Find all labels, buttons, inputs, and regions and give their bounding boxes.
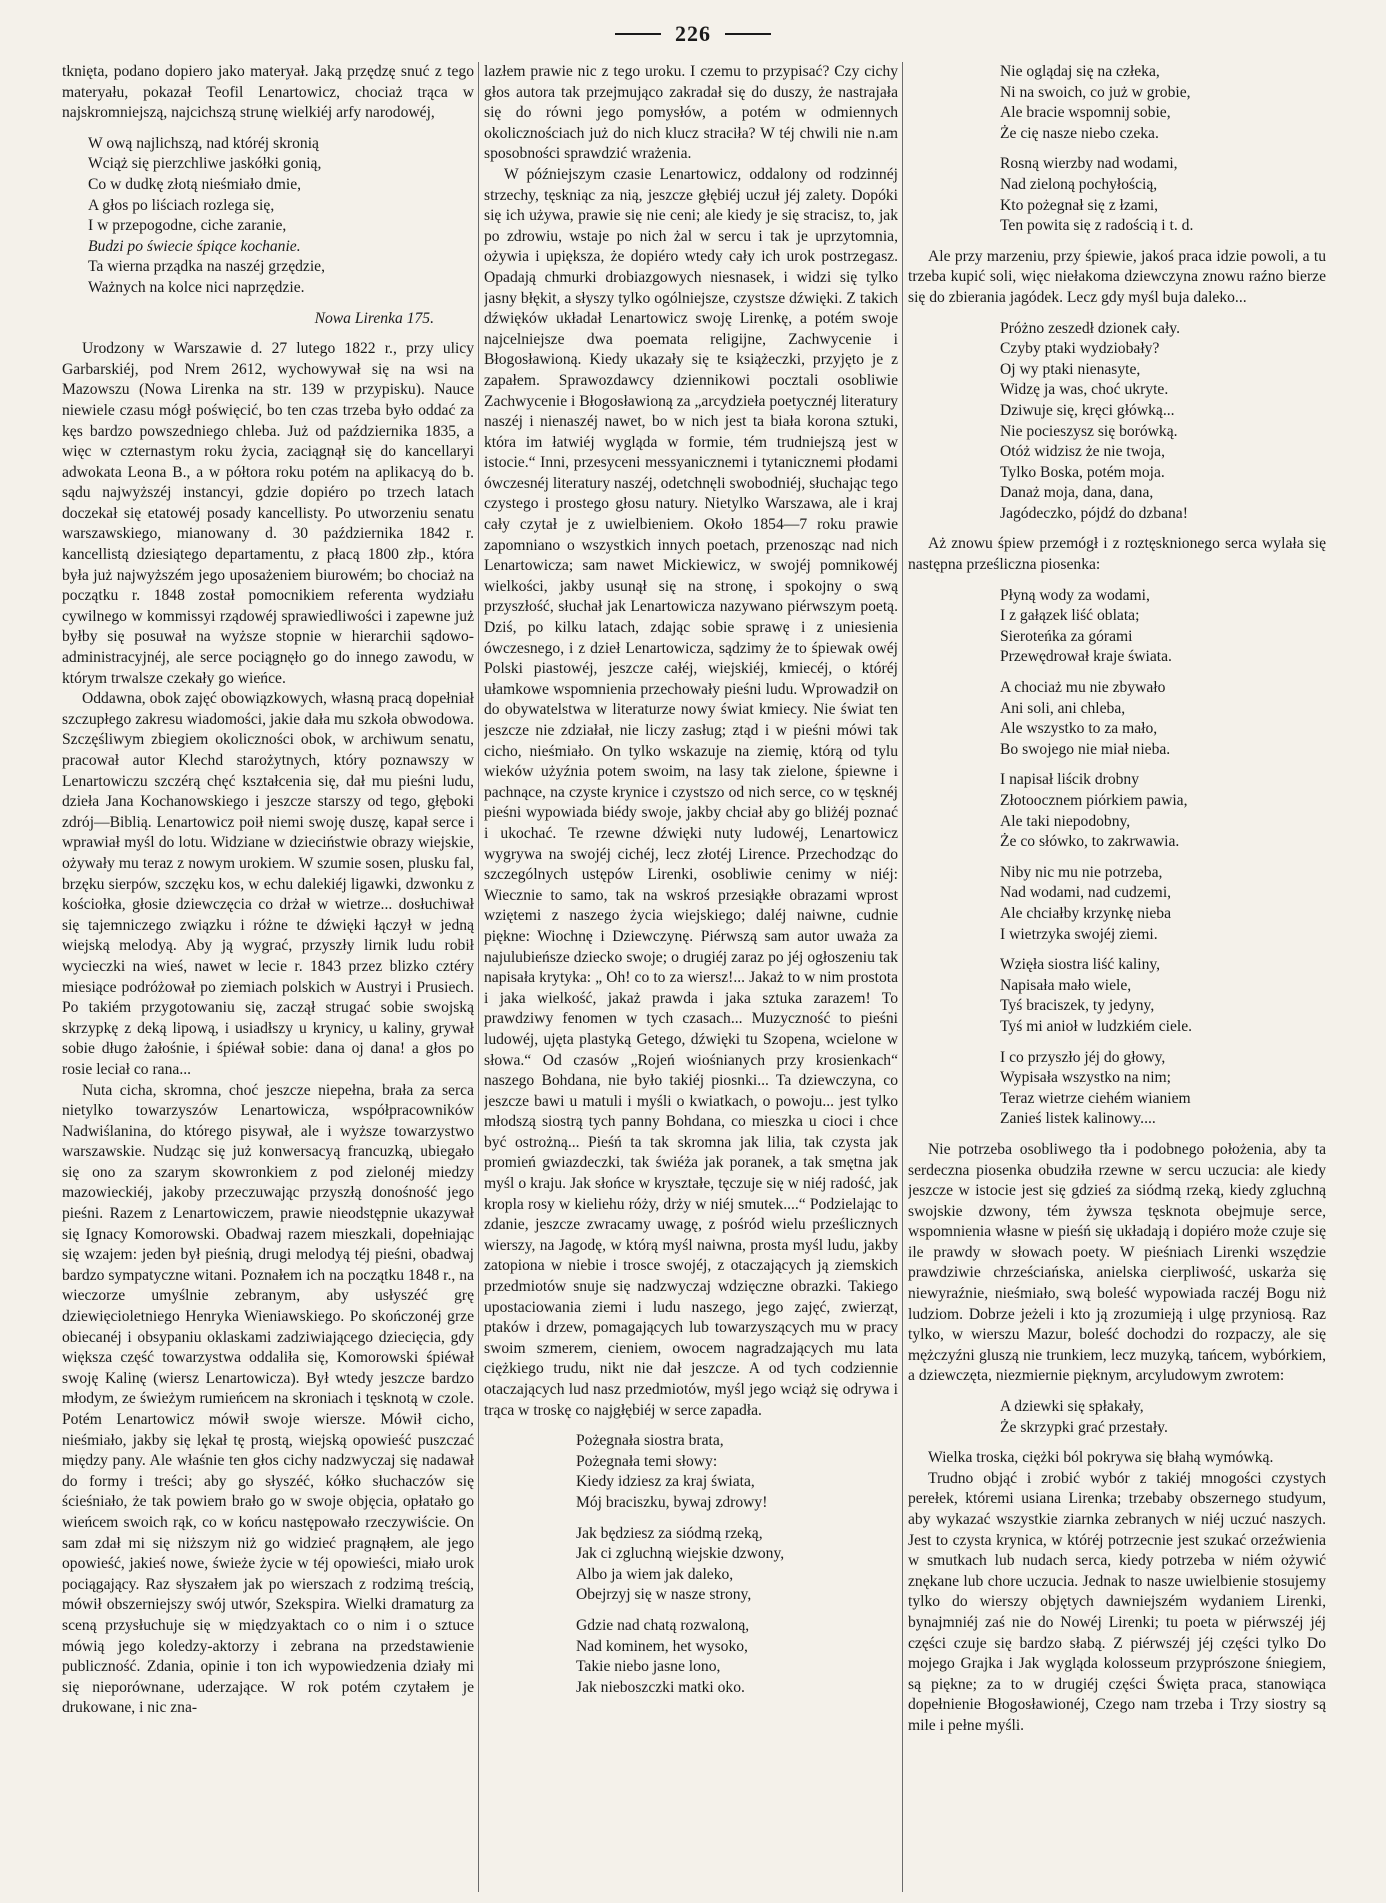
verse-line: Ważnych na kolce nici naprzędzie. (88, 278, 305, 296)
verse-block (908, 586, 1326, 1130)
verse-line: A chociaż mu nie zbywało (1000, 679, 1166, 697)
paragraph: Trudno objąć i zrobić wybór z takiéj mnogości czystych perełek, któremi usiana Lirenka; trzebaby obszernego studyum, aby wykazać wszystkie ziarnka zebranych w niéj uczuć naszych. Jest to czysta krynica, w któréj potrzecnie jest szukać orzeźwienia w smutkach lub nudach serca, kiedy potrzeba w niém ożywić znękane lub chore uczucia. Jednak to nasze uwielbienie stosujemy tylko do wierszy objętych dawniejszém wydaniem Lirenki, bynajmniéj zaś nie do Nowéj Lirenki; tu poeta w piérwszéj jéj części czuje się bardzo słabą. Z piérwszéj jéj części tylko Do mojego Grajka i Jak wygląda kolosseum przyprószone śniegiem, są piękne; za to w drugiéj części Święta praca, stanowiąca dopełnienie Błogosławionéj, Czego nam trzeba i Trzy siostry są mile i pełne myśli. (908, 1469, 1326, 1734)
verse-line: Ni na swoich, co już w grobie, (1000, 83, 1191, 101)
header-rule-right (725, 33, 771, 35)
verse-line: Tyś braciszek, ty jedyny, (1000, 997, 1155, 1015)
verse-line: Czyby ptaki wydziobały? (1000, 340, 1160, 358)
verse-line: Mój braciszku, bywaj zdrowy! (576, 1493, 768, 1511)
verse-line: Płyną wody za wodami, (1000, 586, 1150, 604)
verse-line: Ale wszystko to za mało, (1000, 720, 1158, 738)
verse-line: Kiedy idziesz za kraj świata, (576, 1473, 755, 1491)
verse-line: Kto pożegnał się z łzami, (1000, 196, 1159, 214)
page-header (0, 18, 1386, 50)
page-number: 226 (675, 21, 711, 46)
verse-line: Rosną wierzby nad wodami, (1000, 155, 1178, 173)
paragraph: Nuta cicha, skromna, choć jeszcze niepełna, brała za serca nietylko towarzyszów Lenartowicza, współpracowników Nadwiślanina, do którego pisywał, ale i wyższe towarzystwo warszawskie. Nudząc się już konwersacyą francuzką, ubiegało się ono za szarym skowronkiem z pod zielonéj miedzy mazowieckiéj, jakoby przeczuwając przyszłą donośność jego pieśni. Razem z Lenartowiczem, prawie nieodstępnie ukazywał się Ignacy Komorowski. Obadwaj razem mieszkali, dopełniając się wzajem: jeden był pieśnią, drugi melodyą téj pieśni, obadwaj bardzo sympatyczne witani. Poznałem ich na początku 1848 r., na wieczorze umyślnie zebranym, aby usłyszéć grę dziewięcioletniego Henryka Wieniawskiego. Po skończonéj grze obiecanéj i obsypaniu oklaskami zadziwiającego dziecięcia, gdy większa część towarzystwa oddaliła się, Komorowski śpiéwał swoję Kalinę (wiersz Lenartowicza). Był wtedy jeszcze bardzo młodym, ze świeżym rumieńcem na skroniach i tęsknotą w czole. Potém Lenartowicz mówił swoje wiersze. Mówił cicho, nieśmiało, jakby się lękał tę prostą, wiejską opowieść puszczać między pany. Ale właśnie ten głos cichy nadzwyczaj się nadawał do formy i treści; aby go słyszéć, kółko słuchaczów się ścieśniało, że tak powiem brało go w swoje objęcia, opłatało go wieńcem swoich rąk, co w końcu następowało rzeczywiście. On sam zdał mi się niższym niż go widzieć pragnąłem, ale jego opowieść, jakieś nowe, świeże życie w téj opowieści, miało urok pociągający. Raz słyszałem jak po wierszach z rodzimą treścią, mówił obszerniejszy swój utwór, Szekspira. Wielki dramaturg za sceną przysłuchuje się w międzyaktach co o nim i o sztuce mówią jego koledzy-aktorzy i zebrana na przedstawienie publiczność. Zdania, opinie i ton ich wypowiedzenia działy mi się nieporównane, uderzające. W rok potém czytałem je drukowane, i nic zna- (62, 1081, 474, 1717)
stanza (1000, 62, 1326, 144)
verse-line: Albo ja wiem jak daleko, (576, 1565, 734, 1583)
verse-line: Otóż widzisz że nie twoja, (1000, 443, 1165, 461)
verse-line: Próżno zeszedł dzionek cały. (1000, 319, 1180, 337)
stanza (1000, 1397, 1326, 1438)
paragraph: Oddawna, obok zajęć obowiązkowych, własną pracą dopełniał szczupłego zakresu wiadomości, jakie dała mu szkoła obwodowa. Szczęśliwym zbiegiem okoliczności obok, w archiwum senatu, pracował autor Klechd starożytnych, który poznawszy w Lenartowiczu szczérą chęć kształcenia się, dał mu pieśni ludu, dzieła Jana Kochanowskiego i jeszcze starszy od tego, głęboki zdrój—Biblią. Lenartowicz poił niemi swoję duszę, kapał serce i wprawiał myśl do lotu. Widziane w dzieciństwie obrazy wiejskie, ożywały mu teraz z nowym urokiem. W szumie sosen, plusku fal, brzęku sierpów, szczęku kos, w echu dalekiéj ligawki, dzwonku z kościołka, głosie dziewczęcia co drżał w wietrze... dosłuchiwał się tajemniczego związku i różne te dźwięki łączył w jedną wiejską melodyą. Aby ją wygrać, przyszły lirnik ludu robił wycieczki na wieś, nawet w lecie r. 1843 przez blizko cztéry miesiące podróżował po ziemiach polskich w Austryi i Prusiech. Po takiém przygotowaniu się, zaczął strugać sobie swojską skrzypkę z deką lipową, i usiadłszy u krynicy, u kaliny, grywał sobie długo żałośnie, i śpiéwał sobie: dana oj dana! a głos po rosie leciał co rana... (62, 690, 474, 1078)
paragraph: lazłem prawie nic z tego uroku. I czemu to przypisać? Czy cichy głos autora tak przejmująco zakradał się do duszy, że nastrajała się do równi jego pomysłów, a potém w odmiennych okolicznościach już do nich klucz straciła? W téj chwili nie n.am sposobności sprawdzić wrażenia. (484, 63, 898, 163)
verse-line: Dziwuje się, kręci główką... (1000, 401, 1175, 419)
verse-line: Danaż moja, dana, dana, (1000, 484, 1154, 502)
paragraph: W późniejszym czasie Lenartowicz, oddalony od rodzinnéj strzechy, tęskniąc za nią, jeszcze głębiéj uczuł jéj zalety. Dopóki się ich używa, prawie się nie ceni; ale kiedy je się stracisz, to, jak po zdrowiu, wstaje po nich żal w sercu i tak je uprzytomnia, ożywia i upiększa, że dopiéro wtedy cały ich urok postrzegasz. Opadają chmurki drobiazgowych niesnasek, i widzi się tylko jasny błękit, a słyszy tylko ogólniejsze, czystsze dźwięki. Z takich dźwięków układał Lenartowicz swoję Lirenkę, a potém swoje najcelniejsze dwa poemata religijne, Zachwycenie i Błogosławioną. Kiedy ukazały się te książeczki, przyjęto je z zapałem. Sprawozdawcy dziennikowi pocztali osobliwie Zachwycenie i Błogosławioną za „arcydzieła poetycznéj literatury naszéj i nienaszéj nawet, bo w nich jest ta biała korona sztuki, która im łatwiéj wygląda w formie, tém trudniejszą jest w istocie.“ Inni, przesyceni messyanicznemi i tytanicznemi płodami ówczesnéj literatury naszéj, odetchnęli swobodniéj, słuchając tego czystego i prostego głosu natury. Nietylko Warszawa, ale i kraj cały czytał je z uwielbieniem. Około 1854—7 roku prawie zapomniano o wszystkich innych poetach, przenosząc nad nich Lenartowicza; sam nawet Mickiewicz, w swojéj pomnikowéj wielkości, jakby usunął się na stronę, i spokojny o swą przyszłość, słuchał jak Lenartowicza nazywano piérwszym poetą. Dziś, po kilku latach, zdając sobie sprawę i z uniesienia ówczesnego, i z dzieł Lenartowicza, sądzimy że to śpiewak owéj Polski piastowéj, jeszcze całéj, wiejskiéj, kmiecéj, o któréj ułamkowe wspomnienia przechowały pieśni ludu. Wprowadził on do obywatelstwa w literaturze nowy świat kmiecy. Nie świat ten jeszcze nie zdziałał, nie liczy zasług; ztąd i w pieśni mówi tak cicho, nieśmiało. On tylko wskazuje na ziemię, którą od tylu wieków użyźnia potem swoim, na lasy tak zielone, śpiewne i pachnące, na czyste krynice i czystszo od nich serce, co w tęsknéj pieśni wypowiada biédy swoje, jakby chciał aby go bliżéj poznać i ukochać. Te rzewne dźwięki nuty ludowéj, Lenartowicz wygrywa na swojéj cichéj, lecz złotéj Lirence. Przechodząc do szczególnych ustępów Lirenki, osobliwie cenimy w niéj: Wiecznie to samo, tak na wskroś przesiąkłe obrazami wprost wziętemi z naszego życia wiejskiego; daléj naiwne, cudnie piękne: Wiochnę i Dziewczynę. Piérwszą sam autor uważa za najulubieńsze dziecko swoje; o drugiéj zaraz po jéj ogłoszeniu tak napisała krytyka: „ Oh! co to za wiersz!... Jakaż to w nim prostota i jaka wielkość, jakaż prawda i jaka sztuka zarazem! To prawdziwy fenomen w tych czasach... Muzyczność to pieśni ludowéj, ujęta plastyką Getego, dźwięki tu Szopena, wcielone w słowa.“ Od czasów „Rojeń wiośnianych przy krosienkach“ naszego Bohdana, nie było takiéj piosnki... Ta dziewczyna, co jeszcze bawi u matuli i myśli o kwiatkach, o powoju... jest tylko młodszą siostrą tych panny Bohdana, co mieszka u cioci i chce być ostrożną... Pieśń ta tak skromna jak lilia, tak czysta jak promień gwiazdeczki, tak świéża jak poranek, a tak smętna jak myśl o kraju. Jak słońce w kryształe, tęczuje się w niéj radość, jak kropla rosy w kieliehu róży, drży w niéj smutek....“ Podzielając to zdanie, jeszcze zwracamy uwagę, z pośród wielu prześlicznych wierszy, na Jagodę, w którą myśl naiwna, prosta myśl ludu, jakby zatopiona w niebie i trosce swojéj, z otaczających ją ziemskich przedmiotów snuje się nadzwyczaj wdzięczne obrazki. Takiego upostaciowania ziemi i ludu naszego, jego zajęć, zwierząt, ptaków i drzew, pomagających lub towarzyszących mu w pracy swoim szmerem, cieniem, owocem nagradzających mu lata ciężkiego trudu, nikt nie dał jeszcze. A od tych codziennie otaczających lud nasz przedmiotów, myśl jego wciąż się odrywa i trąca w troskę co najgłębiéj w serce zapadła. (484, 165, 898, 1419)
verse-line: Że co słówko, to zakrwawia. (1000, 833, 1180, 851)
verse-line: Tyś mi anioł w ludzkiém ciele. (1000, 1017, 1193, 1035)
column-divider-2 (902, 62, 903, 1892)
verse-line: A dziewki się spłakały, (1000, 1398, 1144, 1416)
stanza (1000, 955, 1326, 1037)
verse-line: Wzięła siostra liść kaliny, (1000, 956, 1161, 974)
verse-line: Sierotеńka za górami (1000, 627, 1133, 645)
column-divider-1 (478, 62, 479, 1892)
verse-line: Nad kominem, het wysoko, (576, 1637, 748, 1655)
verse-line: Ta wierna prządka na naszéj grzędzie, (88, 258, 326, 276)
stanza (1000, 678, 1326, 760)
stanza (1000, 1048, 1326, 1130)
paragraph: Wielka troska, ciężki ból pokrywa się błahą wymówką. (928, 1449, 1274, 1467)
verse-line: Ani soli, ani chleba, (1000, 699, 1126, 717)
stanza (1000, 586, 1326, 668)
verse-line: Pożegnała siostra brata, (576, 1432, 724, 1450)
verse-line: Tylko Boska, potém moja. (1000, 463, 1165, 481)
verse-line: Niby nic mu nie potrzeba, (1000, 863, 1163, 881)
verse-line: Nie oglądaj się na człeka, (1000, 63, 1160, 80)
paragraph: Nie potrzeba osobliwego tła i podobnego położenia, aby ta serdeczna piosenka obudziła rzewne w sercu uczucia: ale kiedy jeszcze w istocie jest się gdzieś za siódmą rzeką, kiedy zgluchną swojskie dzwony, tém żywsza tęsknota obejmuje serce, wspomnienia własne w pieśń się układają i dopiéro może czuje się ile prawdy w słowach poety. W pieśniach Lirenki wszędzie prawdziwie chrześciańska, anielska cierpliwość, uskarża się niewyraźnie, nieśmiało, swą boleść wypowiada raczéj Bogu niż ludziom. Dobrze jeżeli i kto ją zrozumieją i ulgę przyniosą. Raz tylko, w wierszu Mazur, boleść dochodzi do rozpaczy, ale się mężczyźni gluszą nie trunkiem, lecz muzyką, tańcem, wybórkiem, a dziewczęta, niezmiernie pięknym, arcyludowym zwrotem: (908, 1140, 1326, 1385)
verse-line: Budzi po świecie śpiące kochanie. (88, 237, 301, 255)
column-3 (908, 62, 1326, 1892)
verse-line: A głos po liściach rozlega się, (88, 196, 275, 214)
stanza (1000, 770, 1326, 852)
verse-line: I w przepogodne, ciche zaranie, (88, 217, 287, 235)
verse-line: Jak będziesz za siódmą rzeką, (576, 1524, 763, 1542)
verse-line: Przewędrował kraje świata. (1000, 648, 1172, 666)
verse-line: Złotoocznem piórkiem pawia, (1000, 792, 1188, 809)
verse-line: Teraz wietrze ciehém wianiem (1000, 1089, 1191, 1107)
stanza (576, 1616, 898, 1698)
verse-line: I co przyszło jéj do głowy, (1000, 1048, 1166, 1066)
verse-line: Bo swojego nie miał nieba. (1000, 740, 1171, 758)
verse-line: I z gałązek liść oblata; (1000, 607, 1140, 625)
verse-block (484, 1431, 898, 1698)
verse-line: Nad wodami, nad cudzemi, (1000, 884, 1172, 902)
header-rule-left (615, 33, 661, 35)
stanza (1000, 863, 1326, 945)
stanza (576, 1524, 898, 1606)
verse-line: Że cię nasze niebo czeka. (1000, 124, 1159, 142)
verse-line: Ale chciałby krzynkę nieba (1000, 904, 1172, 922)
stanza (1000, 154, 1326, 236)
verse-line: Że skrzypki grać przestały. (1000, 1418, 1168, 1436)
verse-line: Pożegnała temi słowy: (576, 1452, 718, 1470)
paragraph: Aż znowu śpiew przemógł i z roztęsknionego serca wylała się następna prześliczna piosenka: (908, 535, 1326, 574)
verse-line: Gdzie nad chatą rozwaloną, (576, 1616, 750, 1634)
stanza (1000, 319, 1326, 525)
verse-block (908, 1397, 1326, 1438)
verse-line: Napisała mało wiele, (1000, 976, 1132, 994)
verse-line: Nie pocieszysz się borówką. (1000, 422, 1178, 440)
column-2 (484, 62, 898, 1892)
verse-line: I napisał liścik drobny (1000, 771, 1140, 789)
column-1 (62, 62, 474, 1892)
verse-line: Ten powita się z radością i t. d. (1000, 217, 1194, 235)
verse-line: Co w dudkę złotą nieśmiało dmie, (88, 175, 302, 193)
verse-line: Wciąż się pierzchliwe jaskółki gonią, (88, 155, 322, 173)
verse-block (62, 134, 474, 299)
verse-attribution: Nowa Lirenka 175. (314, 309, 434, 327)
verse-line: Ale bracie wspomnij sobie, (1000, 104, 1171, 122)
verse-line: Zanieś listek kalinowy.... (1000, 1110, 1156, 1128)
verse-line: Jak nieboszczki matki oko. (576, 1678, 745, 1696)
paragraph: Urodzony w Warszawie d. 27 lutego 1822 r., przy ulicy Garbarskiéj, pod Nrem 2612, wychowywał się na wsi na Mazowszu (Nowa Lirenka na str. 139 w przypisku). Nauce niewiele czasu mógł poświęcić, bo ten czas trzeba było oddać za kęs bardzo powszedniego chleba. Już od października 1835, a więc w czternastym roku życia, zaciągnął się do kancellaryi adwokata Leona B., a w półtora roku potém na aplikacyą do b. sądu najwyższéj instancyi, gdzie dopiéro po trzech latach doczekał się etatowéj posady kancellisty. Po utworzeniu senatu warszawskiego, mianowany d. 30 października 1842 r. kancellistą dziesiątego departamentu, z płacą 1800 złp., która była już najwyższém jego uposażeniem biurowém; bo chociaż na początku r. 1848 został pomocnikiem referenta wydziału cywilnego w kommissyi rządowéj sprawiedliwości i zapewne już byłby się posuwał na wyższe stopnie w hierarchii sądowo-administracyjnéj, ale serce pociągnęło go do innego zawodu, w którym trwalsze czekały go wieńce. (62, 340, 474, 687)
verse-line: Nad zieloną pochyłością, (1000, 175, 1158, 193)
verse-line: Widzę ja was, choć ukryte. (1000, 381, 1169, 399)
verse-block (908, 62, 1326, 237)
verse-line: Jagódeczko, pójdź do dzbana! (1000, 504, 1188, 522)
verse-line: Jak ci zgluchną wiejskie dzwony, (576, 1545, 785, 1563)
verse-line: Takie niebo jasne lono, (576, 1658, 721, 1676)
stanza (576, 1431, 898, 1513)
verse-line: W ową najlichszą, nad któréj skronią (88, 134, 319, 152)
verse-block (908, 319, 1326, 525)
verse-line: Wypisała wszystko na nim; (1000, 1069, 1171, 1087)
paragraph: Ale przy marzeniu, przy śpiewie, jakoś praca idzie powoli, a tu trzeba kupić soli, więc niełakoma dziewczyna znowu raźno bierze się do zbierania jagódek. Lecz gdy myśl buja daleko... (908, 247, 1326, 306)
verse-line: Obejrzyj się w nasze strony, (576, 1586, 752, 1604)
paragraph: tknięta, podano dopiero jako materyał. Jaką przędzę snuć z tego materyału, pokazał Teofil Lenartowicz, chociaż trąca w najskromniejszą, najcichszą strunę wielkiéj arfy narodowéj, (62, 63, 474, 122)
verse-line: Oj wy ptaki nienasyte, (1000, 360, 1141, 378)
verse-line: I wietrzyka swojéj ziemi. (1000, 925, 1158, 943)
verse-line: Ale taki niepodobny, (1000, 812, 1131, 830)
